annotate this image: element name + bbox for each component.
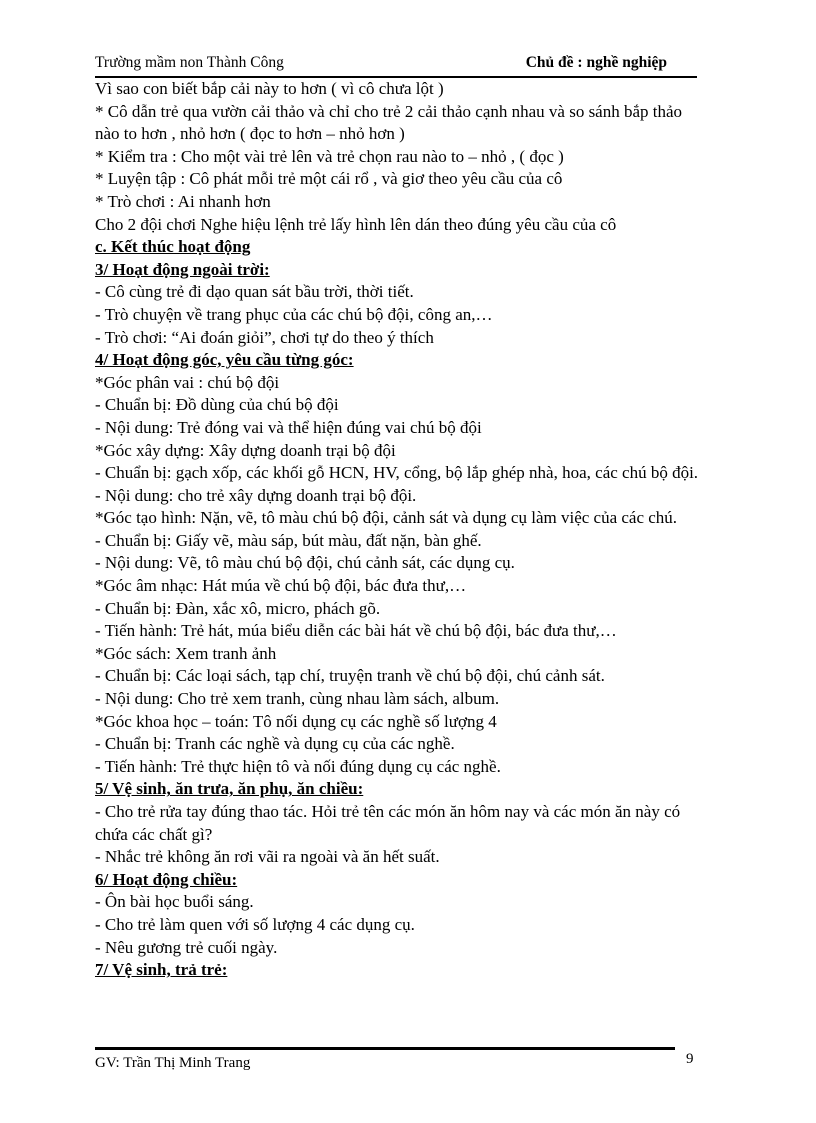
body-line: Cho 2 đội chơi Nghe hiệu lệnh trẻ lấy hình lên dán theo đúng yêu cầu của cô <box>95 214 617 234</box>
footer-rule <box>95 1047 675 1050</box>
section-heading <box>95 959 705 982</box>
body-line: *Góc tạo hình: Nặn, vẽ, tô màu chú bộ đội, cảnh sát và dụng cụ làm việc của các chú. <box>95 508 678 528</box>
body-line: - Nêu gương trẻ cuối ngày. <box>95 937 278 957</box>
body-line: - Chuẩn bị: Tranh các nghề và dụng cụ của các nghề. <box>95 734 455 754</box>
body-line: - Chuẩn bị: Giấy vẽ, màu sáp, bút màu, đất nặn, bàn ghế. <box>95 530 482 550</box>
section-heading <box>95 259 705 282</box>
body-line: - Tiến hành: Trẻ thực hiện tô và nối đúng dụng cụ các nghề. <box>95 756 501 776</box>
page-number: 9 <box>686 1051 694 1067</box>
body-line: - Tiến hành: Trẻ hát, múa biểu diễn các bài hát về chú bộ đội, bác đưa thư,… <box>95 621 617 641</box>
body-line: - Chuẩn bị: Các loại sách, tạp chí, truyện tranh về chú bộ đội, chú cảnh sát. <box>95 666 605 686</box>
body-line: - Trò chuyện về trang phục của các chú bộ đội, công an,… <box>95 304 493 324</box>
body-line: - Nội dung: Trẻ đóng vai và thể hiện đúng vai chú bộ đội <box>95 417 482 437</box>
body-line: - Nội dung: Vẽ, tô màu chú bộ đội, chú cảnh sát, các dụng cụ. <box>95 553 515 573</box>
section-heading <box>95 778 705 801</box>
body-line: - Trò chơi: “Ai đoán giỏi”, chơi tự do theo ý thích <box>95 327 434 347</box>
body-line: *Góc âm nhạc: Hát múa về chú bộ đội, bác đưa thư,… <box>95 576 467 596</box>
document-body <box>95 78 705 982</box>
teacher-name: GV: Trần Thị Minh Trang <box>95 1055 251 1071</box>
body-line: *Góc xây dựng: Xây dựng doanh trại bộ đội <box>95 440 396 460</box>
section-heading <box>95 349 705 372</box>
section-heading-text: c. Kết thúc hoạt động <box>95 237 251 257</box>
body-line: - Cô cùng trẻ đi dạo quan sát bầu trời, thời tiết. <box>95 282 414 302</box>
section-heading <box>95 236 705 259</box>
body-line: - Nội dung: cho trẻ xây dựng doanh trại bộ đội. <box>95 485 417 505</box>
body-line: - Nhắc trẻ không ăn rơi vãi ra ngoài và ăn hết suất. <box>95 847 440 867</box>
body-line: * Kiểm tra : Cho một vài trẻ lên và trẻ chọn rau nào to – nhỏ , ( đọc ) <box>95 146 564 166</box>
body-line: - Chuẩn bị: Đồ dùng của chú bộ đội <box>95 395 339 415</box>
body-line: - Cho trẻ rửa tay đúng thao tác. Hỏi trẻ tên các món ăn hôm nay và các món ăn này có chứa các chất gì? <box>95 802 681 844</box>
body-line: * Cô dẫn trẻ qua vườn cải thảo và chỉ cho trẻ 2 cải thảo cạnh nhau và so sánh bắp thảo nào to hơn , nhỏ hơn ( đọc to hơn – nhỏ hơn ) <box>95 101 683 144</box>
body-line: - Cho trẻ làm quen với số lượng 4 các dụng cụ. <box>95 914 415 934</box>
body-line: - Chuẩn bị: gạch xốp, các khối gỗ HCN, HV, cổng, bộ lắp ghép nhà, hoa, các chú bộ đội. <box>95 463 699 483</box>
section-heading-text: 4/ Hoạt động góc, yêu cầu từng góc: <box>95 350 354 370</box>
body-line: Vì sao con biết bắp cải này to hơn ( vì cô chưa lột ) <box>95 79 444 98</box>
body-line: * Trò chơi : Ai nhanh hơn <box>95 191 271 211</box>
section-heading-text: 5/ Vệ sinh, ăn trưa, ăn phụ, ăn chiều: <box>95 779 364 799</box>
section-heading-text: 7/ Vệ sinh, trả trẻ: <box>95 960 228 980</box>
school-name: Trường mầm non Thành Công <box>95 54 284 71</box>
section-heading-text: 6/ Hoạt động chiều: <box>95 869 238 889</box>
body-line: * Luyện tập : Cô phát mỗi trẻ một cái rổ , và giơ theo yêu cầu của cô <box>95 169 563 189</box>
body-line: *Góc khoa học – toán: Tô nối dụng cụ các nghề số lượng 4 <box>95 711 497 731</box>
section-heading-text: 3/ Hoạt động ngoài trời: <box>95 259 270 279</box>
topic-label: Chủ đề : nghề nghiệp <box>525 54 667 71</box>
body-line: - Chuẩn bị: Đàn, xắc xô, micro, phách gõ. <box>95 598 381 618</box>
body-line: - Ôn bài học buổi sáng. <box>95 892 254 912</box>
page-header <box>95 52 697 78</box>
body-line: *Góc phân vai : chú bộ đội <box>95 372 280 392</box>
body-line: *Góc sách: Xem tranh ảnh <box>95 643 277 663</box>
section-heading <box>95 869 705 892</box>
body-line: - Nội dung: Cho trẻ xem tranh, cùng nhau làm sách, album. <box>95 689 500 709</box>
